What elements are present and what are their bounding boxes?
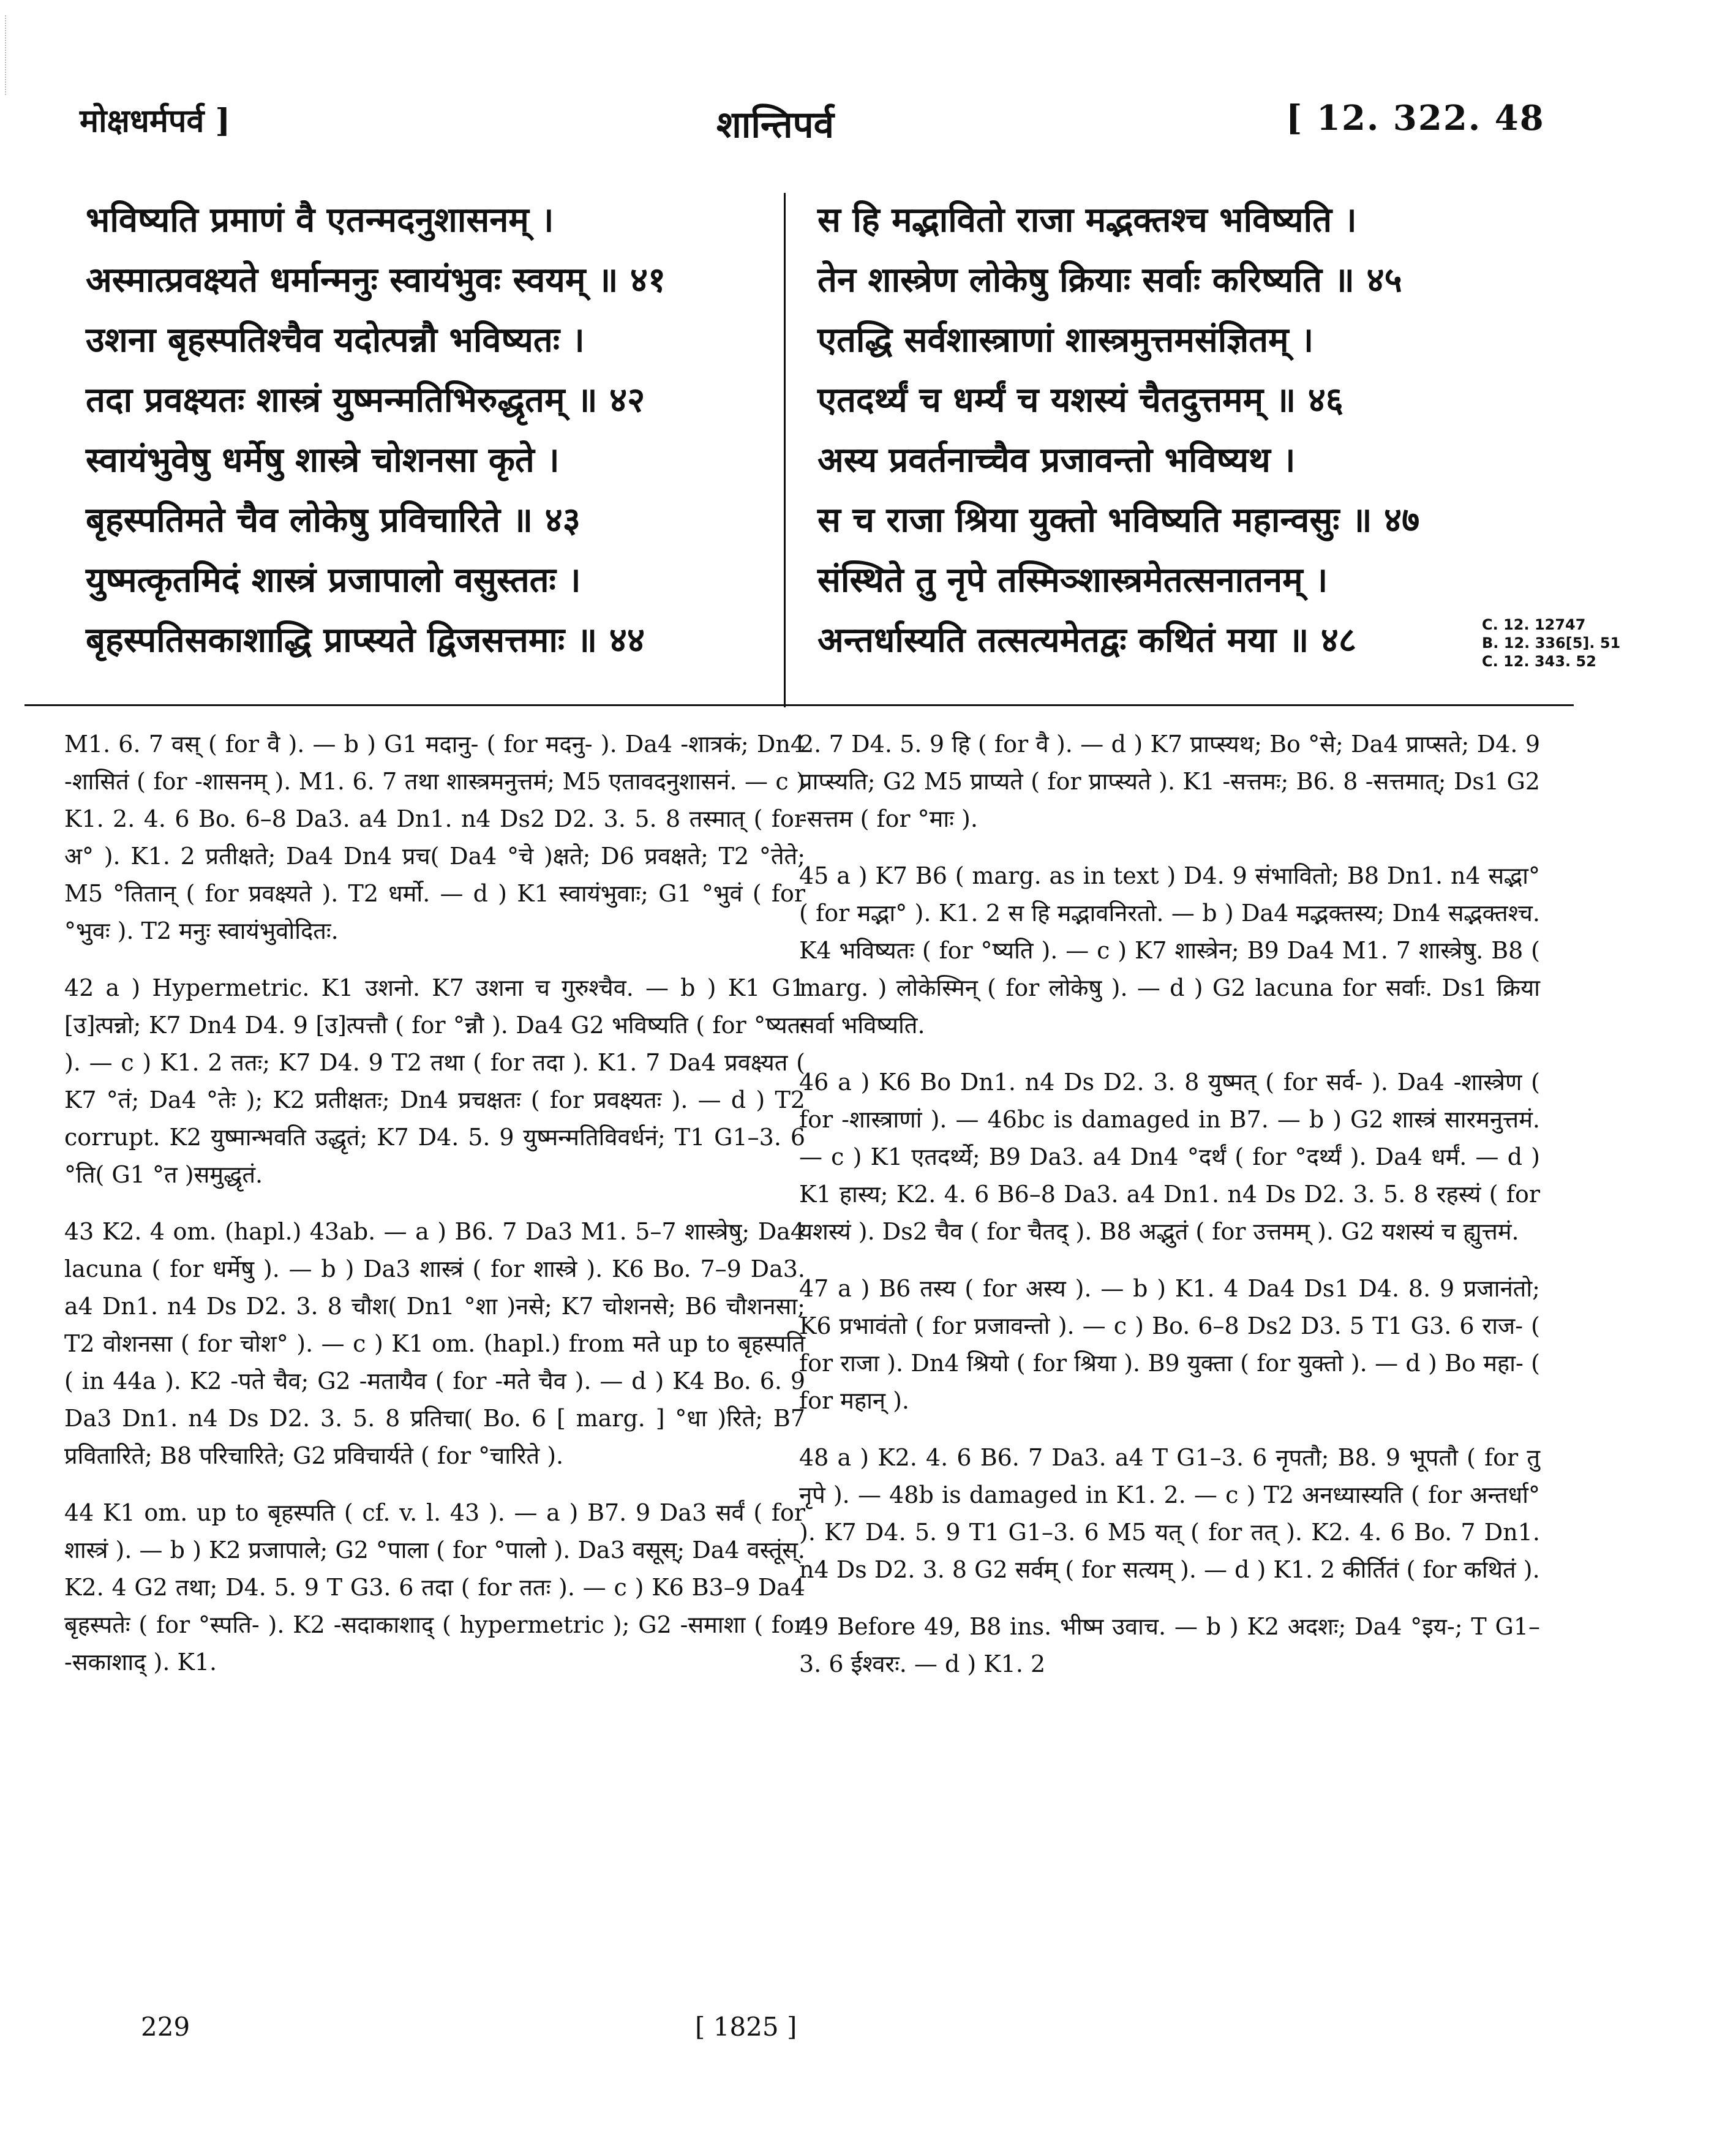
apparatus-note: 47 a ) B6 तस्य ( for अस्य ). — b ) K1. 4 Da4 Ds1 D4. 8. 9 प्रजानंतो; K6 प्रभावंतो ( for प्रजावन्तो ). — c ) Bo. 6–8 Ds2 D3. 5 T1 G3. 6 राज- ( for राजा ). Dn4 श्रियो ( for श्रिया ). B9 युक्ता ( for युक्तो ). — d ) Bo महा- ( for महान् ). xyxy=(799,1275,1540,1414)
verse-line: बृहस्पतिमते चैव लोकेषु प्रविचारिते ॥ ४३ xyxy=(86,500,581,540)
verse-line: संस्थिते तु नृपे तस्मिञ्शास्त्रमेतत्सनातनम् । xyxy=(817,560,1328,600)
continuous-page-number: [ 1825 ] xyxy=(695,2012,797,2042)
running-head-reference: [ 12. 322. 48 xyxy=(1286,98,1545,138)
apparatus-note: 44 K1 om. up to बृहस्पति ( cf. v. l. 43 ). — a ) B7. 9 Da3 सर्वं ( for शास्त्रं ). — b ) K2 प्रजापाले; G2 °पाला ( for °पालो ). Da3 वसूस्; Da4 वस्तूंस्. K2. 4 G2 तथा; D4. 5. 9 T G3. 6 तदा ( for ततः ). — c ) K6 B3–9 Da4 बृहस्पतेः ( for °स्पति- ). K2 -सदाकाशाद् ( hypermetric ); G2 -समाशा ( for -सकाशाद् ). K1. xyxy=(64,1499,805,1676)
apparatus-note: 46 a ) K6 Bo Dn1. n4 Ds D2. 3. 8 युष्मत् ( for सर्व- ). Da4 -शास्त्रेण ( for -शास्त्राणां ). — 46bc is damaged in B7. — b ) G2 शास्त्रं सारमनुत्तमं. — c ) K1 एतदर्थ्ये; B9 Da3. a4 Dn4 °दर्थं ( for °दर्थ्यं ). Da4 धर्मं. — d ) K1 हास्य; K2. 4. 6 B6–8 Da3. a4 Dn1. n4 Ds D2. 3. 5. 8 रहस्यं ( for यशस्यं ). Ds2 चैव ( for चैतद् ). B8 अद्भुतं ( for उत्तमम् ). G2 यशस्यं च ह्युत्तमं. xyxy=(799,1069,1540,1245)
apparatus-note: M1. 6. 7 वस् ( for वै ). — b ) G1 मदानु- ( for मदनु- ). Da4 -शात्रकं; Dn4 -शासितं ( for -शासनम् ). M1. 6. 7 तथा शास्त्रमनुत्तमं; M5 एतावदनुशासनं. — c ) K1. 2. 4. 6 Bo. 6–8 Da3. a4 Dn1. n4 Ds2 D2. 3. 5. 8 तस्मात् ( for अ° ). K1. 2 प्रतीक्षते; Da4 Dn4 प्रच( Da4 °चे )क्षते; D6 प्रवक्षते; T2 °तेते; M5 °तितान् ( for प्रवक्ष्यते ). T2 धर्मो. — d ) K1 स्वायंभुवाः; G1 °भुवं ( for °भुवः ). T2 मनुः स्वायंभुवोदितः. xyxy=(64,731,805,944)
verse-line: बृहस्पतिसकाशाद्धि प्राप्स्यते द्विजसत्तमाः ॥ ४४ xyxy=(86,620,645,660)
apparatus-divider xyxy=(24,704,1574,706)
verse-line: स्वायंभुवेषु धर्मेषु शास्त्रे चोशनसा कृते । xyxy=(86,440,560,480)
verse-line: अन्तर्धास्यति तत्सत्यमेतद्वः कथितं मया ॥ ४८ xyxy=(817,620,1356,660)
verse-line: तेन शास्त्रेण लोकेषु क्रियाः सर्वाः करिष्यति ॥ ४५ xyxy=(817,260,1402,300)
apparatus-note: 43 K2. 4 om. (hapl.) 43ab. — a ) B6. 7 Da3 M1. 5–7 शास्त्रेषु; Da4 lacuna ( for धर्मेषु ). — b ) Da3 शास्त्रं ( for शास्त्रे ). K6 Bo. 7–9 Da3. a4 Dn1. n4 Ds D2. 3. 8 चौश( Dn1 °शा )नसे; K7 चोशनसे; B6 चौशनसा; T2 वोशनसा ( for चोश° ). — c ) K1 om. (hapl.) from मते up to बृहस्पति ( in 44a ). K2 -पते चैव; G2 -मतायैव ( for -मते चैव ). — d ) K4 Bo. 6. 9 Da3 Dn1. n4 Ds D2. 3. 5. 8 प्रतिचा( Bo. 6 [ marg. ] °धा )रिते; B7 प्रवितारिते; B8 परिचारिते; G2 प्रविचार्यते ( for °चारिते ). xyxy=(64,1218,805,1469)
verse-column-left xyxy=(86,190,765,670)
verse-line: अस्य प्रवर्तनाच्चैव प्रजावन्तो भविष्यथ । xyxy=(817,440,1296,480)
verse-line: उशना बृहस्पतिश्चैव यदोत्पन्नौ भविष्यतः । xyxy=(86,320,585,360)
running-head-title: शान्तिपर्व xyxy=(716,103,834,146)
scan-edge-mark xyxy=(5,15,31,95)
verse-line: भविष्यति प्रमाणं वै एतन्मदनुशासनम् । xyxy=(86,200,554,240)
apparatus-note: 2. 7 D4. 5. 9 हि ( for वै ). — d ) K7 प्राप्स्यथ; Bo °से; Da4 प्राप्सते; D4. 9 प्राप्स्यति; G2 M5 प्राप्यते ( for प्राप्स्यते ). K1 -सत्तमः; B6. 8 -सत्तमात्; Ds1 G2 -सत्तम ( for °माः ). xyxy=(799,731,1540,832)
verse-column-right xyxy=(817,190,1491,670)
column-divider xyxy=(784,193,786,707)
concordance-line: C. 12. 343. 52 xyxy=(1482,653,1596,670)
verse-line: एतदर्थ्यं च धर्म्यं च यशस्यं चैतदुत्तमम् ॥ ४६ xyxy=(817,380,1343,420)
verse-line: स च राजा श्रिया युक्तो भविष्यति महान्वसुः ॥ ४७ xyxy=(817,500,1420,540)
verse-line: एतद्धि सर्वशास्त्राणां शास्त्रमुत्तमसंज्ञितम् । xyxy=(817,320,1314,360)
verse-line: अस्मात्प्रवक्ष्यते धर्मान्मनुः स्वायंभुवः स्वयम् ॥ ४१ xyxy=(86,260,666,300)
verse-line: युष्मत्कृतमिदं शास्त्रं प्रजापालो वसुस्ततः । xyxy=(86,560,581,600)
verse-line: स हि मद्भावितो राजा मद्भक्तश्च भविष्यति । xyxy=(817,200,1357,240)
apparatus-note: 49 Before 49, B8 ins. भीष्म उवाच. — b ) K2 अदशः; Da4 °इय-; T G1–3. 6 ईश्वरः. — d ) K1. 2 xyxy=(799,1613,1541,1677)
apparatus-column-right xyxy=(799,726,1540,1703)
apparatus-column-left xyxy=(64,726,805,1701)
page-number: 229 xyxy=(141,2012,190,2042)
apparatus-note: 42 a ) Hypermetric. K1 उशनो. K7 उशना च गुरुश्चैव. — b ) K1 G1 [उ]त्पन्नो; K7 Dn4 D4. 9 [उ]त्पत्तौ ( for °न्नौ ). Da4 G2 भविष्यति ( for °ष्यतः ). — c ) K1. 2 ततः; K7 D4. 9 T2 तथा ( for तदा ). K1. 7 Da4 प्रवक्ष्यत ( K7 °तं; Da4 °तेः ); K2 प्रतीक्षतः; Dn4 प्रचक्षतः ( for प्रवक्ष्यतः ). — d ) T2 corrupt. K2 युष्मान्भवति उद्धृतं; K7 D4. 5. 9 युष्मन्मतिविवर्धनं; T1 G1–3. 6 °ति( G1 °त )समुद्धृतं. xyxy=(64,974,805,1188)
apparatus-note: 45 a ) K7 B6 ( marg. as in text ) D4. 9 संभावितो; B8 Dn1. n4 सद्भा° ( for मद्भा° ). K1. 2 स हि मद्भावनिरतो. — b ) Da4 मद्भक्तस्य; Dn4 सद्भक्तश्च. K4 भविष्यतः ( for °ष्यति ). — c ) K7 शास्त्रेन; B9 Da4 M1. 7 शास्त्रेषु. B8 ( marg. ) लोकेस्मिन् ( for लोकेषु ). — d ) G2 lacuna for सर्वाः. Ds1 क्रिया सर्वा भविष्यति. xyxy=(799,862,1540,1039)
concordance-references xyxy=(1482,615,1620,671)
concordance-line: B. 12. 336[5]. 51 xyxy=(1482,634,1621,652)
concordance-line: C. 12. 12747 xyxy=(1482,616,1586,633)
verse-line: तदा प्रवक्ष्यतः शास्त्रं युष्मन्मतिभिरुद्धृतम् ॥ ४२ xyxy=(86,380,645,420)
apparatus-note: 48 a ) K2. 4. 6 B6. 7 Da3. a4 T G1–3. 6 नृपतौ; B8. 9 भूपतौ ( for तु नृपे ). — 48b is damaged in K1. 2. — c ) T2 अनध्यास्यति ( for अन्तर्धा° ). K7 D4. 5. 9 T1 G1–3. 6 M5 यत् ( for तत् ). K2. 4. 6 Bo. 7 Dn1. n4 Ds D2. 3. 8 G2 सर्वम् ( for सत्यम् ). — d ) K1. 2 कीर्तितं ( for कथितं ). xyxy=(799,1444,1540,1583)
running-head-parvan: मोक्षधर्मपर्व ] xyxy=(80,102,231,140)
